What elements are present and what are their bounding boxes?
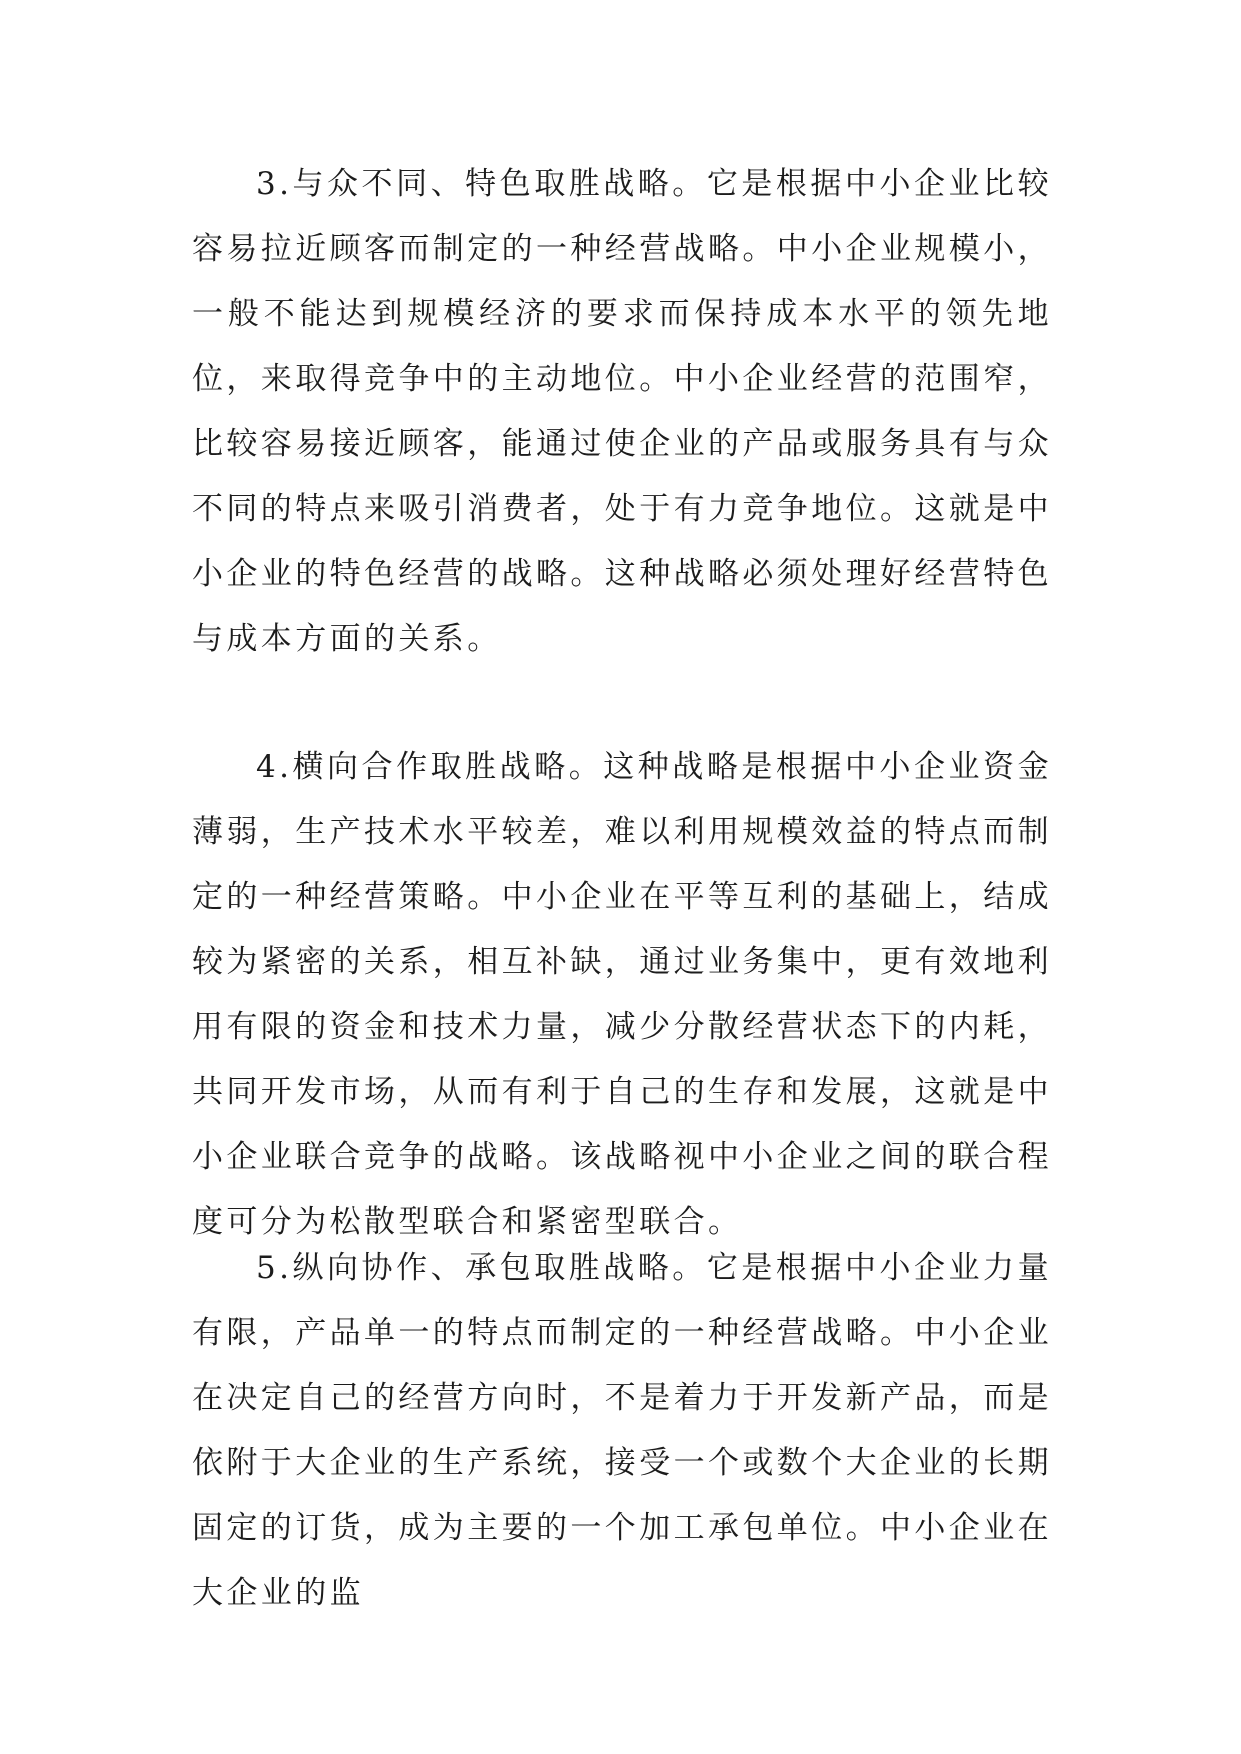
paragraph-vertical-cooperation-strategy: 5.纵向协作、承包取胜战略。它是根据中小企业力量有限，产品单一的特点而制定的一种经营战略。中小企业在决定自己的经营方向时，不是着力于开发新产品，而是依附于大企业的生产系统，接受一个或数个大企业的长期固定的订货，成为主要的一个加工承包单位。中小企业在大企业的监 [192, 1250, 1052, 1611]
paragraph-horizontal-cooperation-strategy: 4.横向合作取胜战略。这种战略是根据中小企业资金薄弱，生产技术水平较差，难以利用规模效益的特点而制定的一种经营策略。中小企业在平等互利的基础上，结成较为紧密的关系，相互补缺，通过业务集中，更有效地利用有限的资金和技术力量，减少分散经营状态下的内耗，共同开发市场，从而有利于自己的生存和发展，这就是中小企业联合竞争的战略。该战略视中小企业之间的联合程度可分为松散型联合和紧密型联合。 [192, 749, 1052, 1240]
paragraph-differentiation-strategy: 3.与众不同、特色取胜战略。它是根据中小企业比较容易拉近顾客而制定的一种经营战略。中小企业规模小，一般不能达到规模经济的要求而保持成本水平的领先地位，来取得竞争中的主动地位。中小企业经营的范围窄，比较容易接近顾客，能通过使企业的产品或服务具有与众不同的特点来吸引消费者，处于有力竞争地位。这就是中小企业的特色经营的战略。这种战略必须处理好经营特色与成本方面的关系。 [192, 166, 1052, 657]
